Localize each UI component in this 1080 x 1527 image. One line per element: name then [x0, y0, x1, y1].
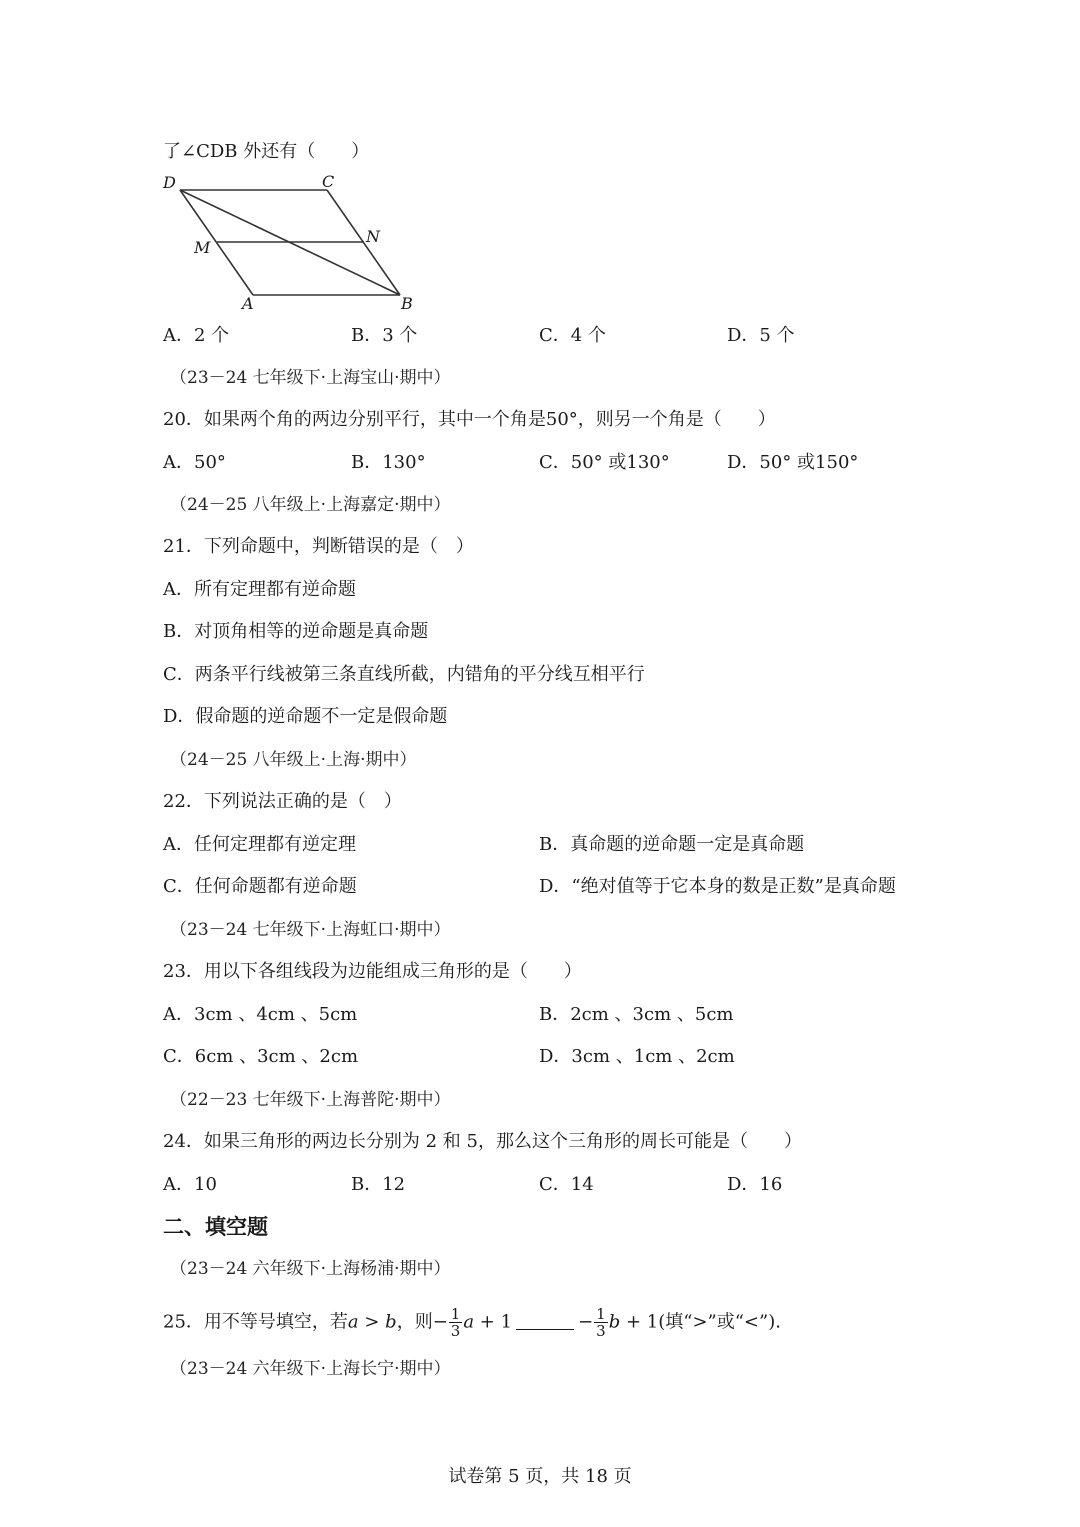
q23-option-b: B．2cm 、3cm 、5cm	[539, 1004, 734, 1025]
q21-source: （24－25 八年级上·上海嘉定·期中）	[170, 495, 451, 515]
q25-cond-a: a	[347, 1311, 359, 1333]
q23-stem: 23．用以下各组线段为边能组成三角形的是（ ）	[163, 961, 582, 982]
q20-option-d: D．50° 或150°	[727, 452, 859, 473]
q23-option-a: A．3cm 、4cm 、5cm	[163, 1004, 358, 1025]
q20-source: （23－24 七年级下·上海宝山·期中）	[170, 368, 451, 388]
q25-frac2-num: 1	[596, 1305, 606, 1323]
label-a: A	[242, 294, 254, 313]
section-title: 二、填空题	[163, 1215, 268, 1239]
q25-minus-1: −	[432, 1311, 448, 1333]
q25-answer-blank[interactable]	[516, 1329, 574, 1330]
q25-var-b: b	[608, 1311, 621, 1333]
q25-suffix: (填“>”或“<”).	[658, 1311, 781, 1333]
page-footer: 试卷第 5 页，共 18 页	[448, 1466, 632, 1487]
q23-source: （23－24 七年级下·上海虹口·期中）	[170, 920, 451, 940]
q22-option-c: C．任何命题都有逆命题	[163, 876, 357, 897]
q25-prefix: 25．用不等号填空，若	[163, 1311, 348, 1333]
q25-fraction-2	[594, 1306, 608, 1339]
label-c: C	[322, 172, 335, 191]
q25-stem	[163, 1306, 781, 1339]
q20-option-c: C．50° 或130°	[539, 452, 670, 473]
q22-source: （24－25 八年级上·上海·期中）	[170, 750, 417, 770]
q21-option-b: B．对顶角相等的逆命题是真命题	[163, 621, 429, 642]
q22-option-b: B．真命题的逆命题一定是真命题	[539, 834, 805, 855]
q22-stem: 22．下列说法正确的是（ ）	[163, 791, 402, 812]
q24-source: （22－23 七年级下·上海普陀·期中）	[170, 1090, 451, 1110]
q19-stem-tail: 了∠CDB 外还有（ ）	[163, 141, 370, 162]
q24-option-c: C．14	[539, 1174, 594, 1195]
q25-frac1-num: 1	[450, 1305, 461, 1323]
q25-var-a: a	[463, 1311, 475, 1333]
q19-option-c: C．4 个	[539, 325, 606, 346]
q25-minus-2: −	[578, 1311, 594, 1333]
q20-option-a: A．50°	[163, 452, 226, 473]
q20-stem: 20．如果两个角的两边分别平行，其中一个角是50°，则另一个角是（ ）	[163, 409, 776, 430]
q20-option-b: B．130°	[351, 452, 426, 473]
q25-plus-1a: + 1	[474, 1311, 513, 1333]
q21-option-d: D．假命题的逆命题不一定是假命题	[163, 706, 448, 727]
q24-option-b: B．12	[351, 1174, 406, 1195]
q25-cond-op: >	[358, 1311, 386, 1333]
q19-option-d: D．5 个	[727, 325, 795, 346]
q24-option-d: D．16	[727, 1174, 783, 1195]
q22-option-a: A．任何定理都有逆定理	[163, 834, 356, 855]
q24-option-a: A．10	[163, 1174, 217, 1195]
q25-frac1-den: 3	[450, 1322, 461, 1340]
parallelogram-figure	[160, 168, 430, 318]
q21-stem: 21．下列命题中，判断错误的是（ ）	[163, 536, 474, 557]
label-d: D	[163, 173, 176, 192]
q25-plus-1b: + 1	[620, 1311, 659, 1333]
q23-option-d: D．3cm 、1cm 、2cm	[539, 1046, 735, 1067]
q22-option-d: D．“绝对值等于它本身的数是正数”是真命题	[539, 876, 896, 897]
q21-option-c: C．两条平行线被第三条直线所截，内错角的平分线互相平行	[163, 664, 645, 685]
q25-source: （23－24 六年级下·上海杨浦·期中）	[170, 1259, 451, 1279]
q25-cond-b: b	[385, 1311, 397, 1333]
q19-option-b: B．3 个	[351, 325, 418, 346]
q23-option-c: C．6cm 、3cm 、2cm	[163, 1046, 359, 1067]
q25-fraction-1	[449, 1306, 463, 1339]
label-b: B	[401, 294, 413, 313]
q25-then: ，则	[396, 1311, 433, 1333]
next-question-source: （23－24 六年级下·上海长宁·期中）	[170, 1359, 451, 1379]
label-m: M	[194, 238, 211, 257]
label-n: N	[366, 227, 380, 246]
q19-option-a: A．2 个	[163, 325, 230, 346]
q24-stem: 24．如果三角形的两边长分别为 2 和 5，那么这个三角形的周长可能是（ ）	[163, 1131, 802, 1152]
q21-option-a: A．所有定理都有逆命题	[163, 579, 356, 600]
q25-frac2-den: 3	[596, 1322, 606, 1340]
